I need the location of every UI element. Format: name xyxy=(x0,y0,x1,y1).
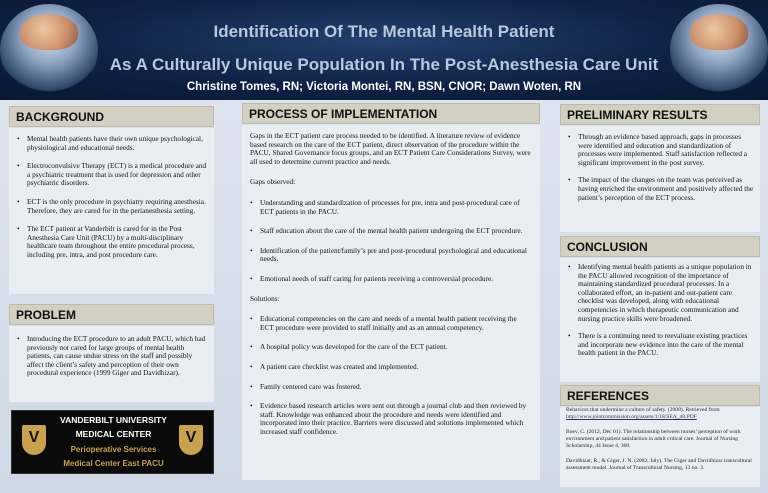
vanderbilt-shield-icon-right: V xyxy=(179,425,203,455)
list-item: • There is a continuing need to reevaluate existing practices and incorporate new evidence into the care of the mental health patient in the PACU. xyxy=(568,332,754,358)
list-item: • Understanding and standardization of processes for pre, intra and post-procedural care of ECT patients in the PACU. xyxy=(250,199,532,216)
list-item: • ECT is the only procedure in psychiatry requiring anesthesia. Therefore, they are cared for in the perianesthesia setting. xyxy=(17,198,208,215)
list-item: • Introducing the ECT procedure to an adult PACU, which had previously not cared for large groups of mental health patients, can cause undue stress on the staff and possibly affect the client’s safety and perception of their own procedural experience (1999 Giger and Davidhizar). xyxy=(17,335,208,378)
reference-1-link[interactable]: http://www.jointcommission.org/assets/1/18/SEA_40.PDF xyxy=(566,414,697,420)
list-item: • Mental health patients have their own unique psychological, physiological and educational needs. xyxy=(17,135,208,152)
list-item: • The impact of the changes on the team was perceived as having enriched the environment and positively affected the patient’s perception of the ECT process. xyxy=(568,176,754,202)
logo-line3: Perioperative Services xyxy=(70,445,157,454)
conclusion-heading: CONCLUSION xyxy=(560,236,760,257)
list-item: • A hospital policy was developed for the care of the ECT patient. xyxy=(250,343,532,352)
solutions-list xyxy=(250,315,532,436)
results-heading: PRELIMINARY RESULTS xyxy=(560,104,760,125)
list-item: • Family centered care was fostered. xyxy=(250,383,532,392)
vanderbilt-logo xyxy=(11,410,214,474)
poster-title-line1: Identification Of The Mental Health Patient xyxy=(213,22,555,41)
background-heading: BACKGROUND xyxy=(9,106,214,127)
list-item: • Staff education about the care of the mental health patient undergoing the ECT procedure. xyxy=(250,227,532,236)
list-item: • Identifying mental health patients as a unique population in the PACU allowed recognition of the importance of maintaining standardized procedural processes. In a collaborated effort, an in-patient and out-patient care checklist was developed, along with educational competencies in which therapeutic communication and nursing practice skills were broadened. xyxy=(568,263,754,323)
reference-1-text: Behaviors that undermine a culture of safety. (2008). Retrieved from xyxy=(566,407,720,413)
list-item: • Emotional needs of staff caring for patients receiving a controversial procedure. xyxy=(250,275,532,284)
reference-3: Davidhizar, R., & Giger, J. N. (2002, July). The Giger and Davidhizar transcultural assessment model. Journal of Transcultural Nursing, 13 no. 3. xyxy=(566,458,752,471)
problem-heading: PROBLEM xyxy=(9,304,214,325)
process-intro: Gaps in the ECT patient care process needed to be identified. A literature review of evidence based research on the care of the ECT patient, direct observation of the procedure within the PACU, Shared Governance focus groups, and an ECT Patient Care Considerations Survey, were all used to determine current practice and needs. xyxy=(250,131,531,166)
results-panel xyxy=(560,126,760,232)
list-item: • A patient care checklist was created and implemented. xyxy=(250,363,532,372)
list-item: • Evidence based research articles were sent out through a journal club and then reviewed by staff. Knowledge was enhanced about the procedure and needs were identified and incorporated into their practice. Barriers were discussed and solutions implemented which increased staff confidence. xyxy=(250,402,532,436)
logo-line4: Medical Center East PACU xyxy=(63,459,164,468)
problem-panel xyxy=(9,326,214,402)
poster-authors: Christine Tomes, RN; Victoria Montei, RN, BSN, CNOR; Dawn Woten, RN xyxy=(186,81,582,93)
list-item: • Electroconvulsive Therapy (ECT) is a medical procedure and a psychiatric treatment that is used for depression and other psychiatric disorders. xyxy=(17,162,208,188)
solutions-label: Solutions: xyxy=(250,293,280,303)
references-heading: REFERENCES xyxy=(560,385,760,406)
list-item: • Through an evidence based approach, gaps in processes were identified and education and standardization of processes were implemented. Staff satisfaction reflected a significant improvement in the post survey. xyxy=(568,133,754,167)
process-heading: PROCESS OF IMPLEMENTATION xyxy=(242,103,540,124)
reference-1 xyxy=(566,407,754,421)
gaps-label: Gaps observed: xyxy=(250,177,296,187)
conclusion-panel xyxy=(560,258,760,382)
vanderbilt-shield-icon-left: V xyxy=(22,425,46,455)
reference-2: Boev, C. (2012, Dec 01). The relationship between nurses’ perception of work environment and patient satisfaction in adult critical care. Journal of Nursing Scholarship, 44 Issue 4, 368. xyxy=(566,429,741,449)
references-panel xyxy=(560,407,760,487)
problem-list xyxy=(9,326,214,378)
list-item: • The ECT patient at Vanderbilt is cared for in the Post Anesthesia Care Unit (PACU) by a multi-disciplinary healthcare team throughout the entire procedural process, including pre, intra, and post procedure care. xyxy=(17,225,208,259)
poster-title-line2: As A Culturally Unique Population In The Post-Anesthesia Care Unit xyxy=(109,55,659,74)
list-item: • Educational competencies on the care and needs of a mental health patient receiving the ECT procedure were provided to staff initially and as an annual competency. xyxy=(250,315,532,332)
conclusion-list xyxy=(560,258,760,358)
results-list xyxy=(560,126,760,202)
background-list xyxy=(9,128,214,260)
process-panel xyxy=(242,125,540,480)
poster-header xyxy=(0,0,768,100)
background-panel xyxy=(9,128,214,294)
list-item: • Identification of the patient/family’s pre and post-procedural psychological and educational needs. xyxy=(250,247,532,264)
gaps-list xyxy=(250,199,532,284)
logo-line1: VANDERBILT UNIVERSITY xyxy=(60,415,167,425)
logo-line2: MEDICAL CENTER xyxy=(75,429,152,439)
